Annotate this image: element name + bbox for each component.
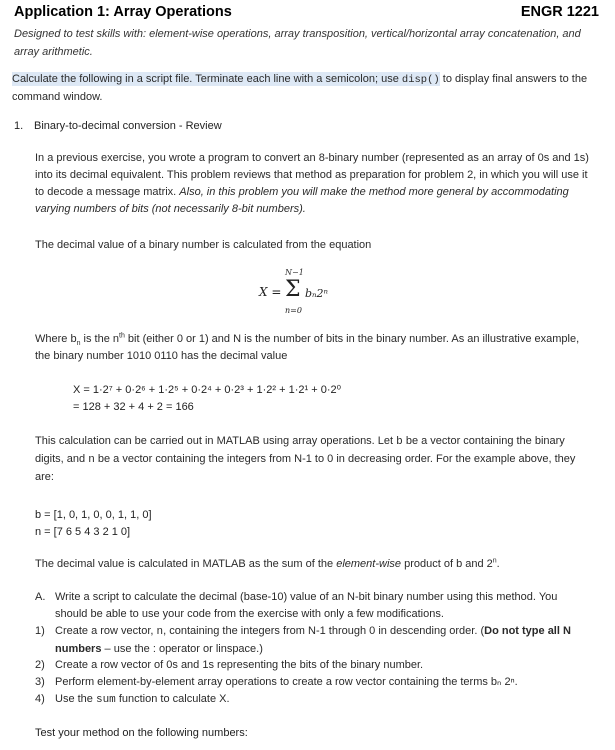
equation-intro: The decimal value of a binary number is calculated from the equation: [35, 239, 372, 251]
equation-upper-limit: N−1: [285, 268, 304, 277]
step4-pre: Use the: [55, 693, 96, 705]
instructions-part1: Calculate the following in a script file. Terminate each line with a semicolon; use: [12, 73, 402, 85]
step-2: [35, 657, 595, 674]
where-sub: n: [76, 340, 81, 348]
matlab-b: be a vector containing the binary digits, and: [35, 435, 565, 465]
step-text: Perform element-by-element array operations to create a row vector containing the terms bₙ 2ⁿ.: [55, 676, 518, 688]
intro-italic: Also, in this problem you will make the method more general by accommodating varying numbers of bits (not necessarily 8-bit numbers).: [35, 186, 569, 215]
n-vector: n = [7 6 5 4 3 2 1 0]: [35, 526, 131, 538]
sum-paragraph: [35, 556, 595, 573]
sum-italic: element-wise: [336, 558, 402, 570]
sum-a: The decimal value is calculated in MATLAB as the sum of the: [35, 558, 337, 570]
course-code: ENGR 1221: [520, 4, 599, 20]
sigma-symbol: Σ: [285, 277, 301, 302]
problem-title: Binary-to-decimal conversion - Review: [34, 120, 222, 132]
sum-sup: n: [492, 557, 497, 565]
step-a: [35, 589, 595, 623]
step1-pre: Create a row vector,: [55, 625, 157, 637]
step1-mid: , containing the integers from N-1 through 0 in descending order. (: [163, 625, 485, 637]
step-1: [35, 623, 595, 657]
instructions-code: disp(): [401, 74, 440, 86]
step-text: [55, 623, 590, 658]
where-b: is the n: [80, 333, 120, 345]
matlab-a: This calculation can be carried out in MATLAB using array operations. Let: [35, 435, 397, 447]
subtitle: Designed to test skills with: element-wise operations, array transposition, vertical/horizontal array concatenation, and array arithmetic.: [14, 28, 581, 58]
step-text: Create a row vector of 0s and 1s representing the bits of the binary number.: [55, 659, 424, 671]
where-c: bit (either 0 or 1) and N is the number of bits in the binary number. As an illustrative example, the binary number 1010 0110 has the decimal value: [35, 333, 580, 362]
step1-post: – use the : operator or linspace.): [101, 643, 263, 655]
step4-code: sum: [95, 694, 116, 706]
equation-lower-limit: n=0: [285, 306, 302, 315]
where-a: Where b: [35, 333, 77, 345]
step-label: 1): [35, 625, 45, 637]
calc-line-1: X = 1·2⁷ + 0·2⁶ + 1·2⁵ + 0·2⁴ + 0·2³ + 1·2² + 1·2¹ + 0·2⁰: [73, 384, 342, 396]
step4-post: function to calculate X.: [115, 693, 230, 705]
b-vector: b = [1, 0, 1, 0, 0, 1, 1, 0]: [35, 509, 152, 521]
problem-number: 1.: [14, 120, 24, 132]
step1-bold: Do not type all N numbers: [55, 625, 571, 655]
equation-lhs: X =: [259, 285, 282, 299]
equation-term: bₙ2ⁿ: [305, 287, 328, 300]
step-label: 2): [35, 659, 45, 671]
step-3: [35, 674, 595, 691]
sum-equation: [255, 268, 375, 318]
calc-line-2: = 128 + 32 + 4 + 2 = 166: [73, 401, 194, 413]
test-prompt: Test your method on the following numbers:: [35, 727, 248, 739]
where-paragraph: [35, 331, 595, 365]
where-sup: th: [119, 332, 125, 340]
step-text: Write a script to calculate the decimal (base-10) value of an N-bit binary number using this method. You should be able to use your code from the exercise with only a few modifications.: [55, 591, 558, 620]
instructions-highlight: [12, 72, 440, 86]
page-title: Application 1: Array Operations: [14, 4, 232, 20]
sum-c: .: [496, 558, 500, 570]
matlab-b-code: b: [396, 436, 403, 448]
matlab-c: be a vector containing the integers from N-1 to 0 in decreasing order. For the example above, they are:: [35, 453, 576, 483]
intro-normal: In a previous exercise, you wrote a program to convert an 8-binary number (represented as an array of 0s and 1s) into its decimal equivalent. This problem reviews that method as preparation for problem 2, in which you will use it to decode a message matrix.: [35, 152, 589, 198]
matlab-paragraph: [35, 433, 595, 486]
step1-code: n: [156, 626, 164, 638]
step-label: A.: [35, 591, 46, 603]
step-label: 3): [35, 676, 45, 688]
matlab-n-code: n: [88, 454, 95, 466]
step-4: [35, 691, 595, 708]
instructions-part2: to display final answers to the command window.: [12, 73, 588, 103]
step-text: [55, 691, 590, 709]
step-label: 4): [35, 693, 45, 705]
problem-heading: [14, 118, 222, 135]
instructions: [12, 71, 602, 106]
sum-b: product of b and 2: [401, 558, 493, 570]
intro-paragraph: [35, 150, 595, 218]
